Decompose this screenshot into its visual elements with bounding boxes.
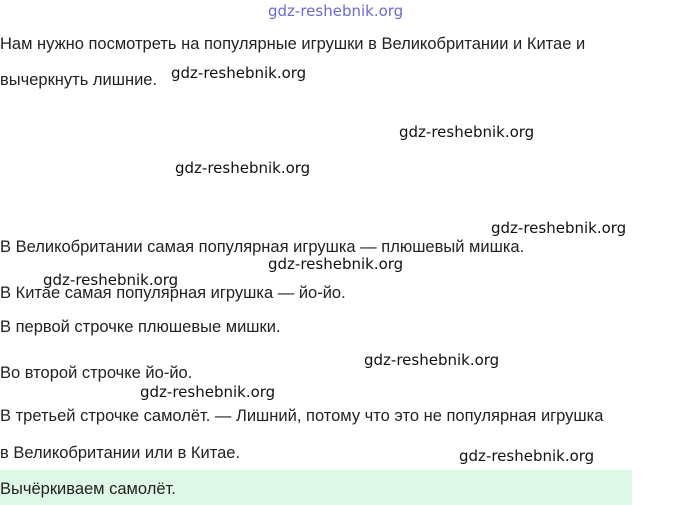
- watermark: gdz-reshebnik.org: [268, 2, 404, 20]
- watermark: gdz-reshebnik.org: [491, 219, 627, 237]
- watermark: gdz-reshebnik.org: [364, 351, 500, 369]
- watermark: gdz-reshebnik.org: [399, 123, 535, 141]
- conclusion-line: Вычёркиваем самолёт.: [0, 480, 176, 498]
- watermark: gdz-reshebnik.org: [268, 255, 404, 273]
- china-toy-line: В Китае самая популярная игрушка — йо-йо.: [0, 284, 346, 302]
- row3-line-2: в Великобритании или в Китае.: [0, 444, 241, 462]
- watermark: gdz-reshebnik.org: [175, 159, 311, 177]
- watermark: gdz-reshebnik.org: [171, 64, 307, 82]
- row3-line-1: В третьей строчке самолёт. — Лишний, потому что это не популярная игрушка: [0, 407, 604, 425]
- watermark: gdz-reshebnik.org: [43, 271, 179, 289]
- intro-line-2: вычеркнуть лишние.: [0, 71, 158, 89]
- row1-line: В первой строчке плюшевые мишки.: [0, 318, 281, 336]
- watermark: gdz-reshebnik.org: [140, 383, 276, 401]
- uk-toy-line: В Великобритании самая популярная игрушка — плюшевый мишка.: [0, 238, 525, 256]
- watermark: gdz-reshebnik.org: [459, 447, 595, 465]
- row2-line: Во второй строчке йо-йо.: [0, 364, 193, 382]
- intro-line-1: Нам нужно посмотреть на популярные игрушки в Великобритании и Китае и: [0, 35, 586, 53]
